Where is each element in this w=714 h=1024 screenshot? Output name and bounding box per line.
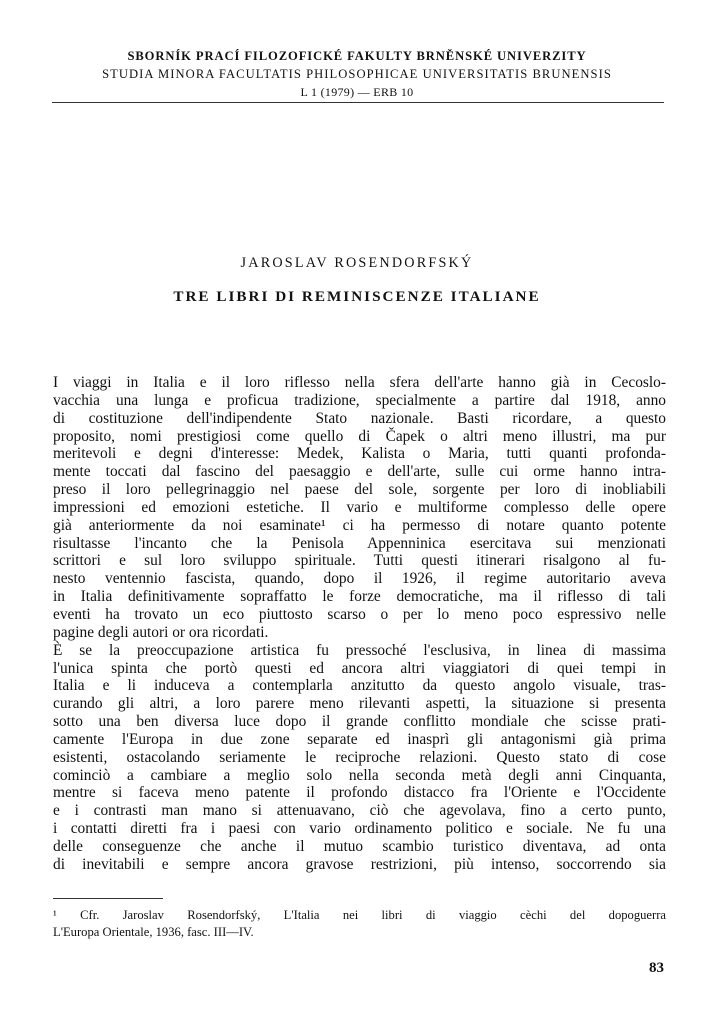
journal-title-latin: STUDIA MINORA FACULTATIS PHILOSOPHICAE UNIVERSITATIS BRUNENSIS <box>102 67 612 81</box>
body-line: mente toccati dal fascino del paesaggio e dell'arte, sulle cui orme hanno intra- <box>53 463 666 481</box>
article-title: TRE LIBRI DI REMINISCENZE ITALIANE <box>173 288 541 305</box>
journal-title-czech: SBORNÍK PRACÍ FILOZOFICKÉ FAKULTY BRNĚNSKÉ UNIVERZITY <box>127 49 587 63</box>
body-line: delle conseguenze che anche il mutuo scambio turistico diventava, ad onta <box>53 837 666 855</box>
journal-header <box>50 47 664 101</box>
body-line: È se la preoccupazione artistica fu pressoché l'esclusiva, in linea di massima <box>53 641 666 659</box>
body-line: i contatti diretti fra i paesi con vario ordinamento politico e sociale. Ne fu una <box>53 820 666 838</box>
body-line: I viaggi in Italia e il loro riflesso nella sfera dell'arte hanno già in Cecoslo- <box>53 374 666 391</box>
body-line: pagine degli autori or ora ricordati. <box>53 623 269 641</box>
body-line: di inevitabili e sempre ancora gravose restrizioni, più intenso, soccorrendo sia <box>53 855 666 873</box>
article-body <box>53 374 666 874</box>
body-line: camente l'Europa in due zone separate ed inasprì gli antagonismi già prima <box>53 730 666 748</box>
body-line: già anteriormente da noi esaminate¹ ci ha permesso di notare quanto potente <box>53 516 666 534</box>
body-line: sotto una ben diversa luce dopo il grande conflitto mondiale che scisse prati- <box>53 713 666 731</box>
page-number: 83 <box>649 960 664 976</box>
body-line: mentre si faceva meno patente il profondo distacco fra l'Oriente e l'Occidente <box>53 784 666 802</box>
body-line: nesto ventennio fascista, quando, dopo il 1926, il regime autoritario aveva <box>53 570 666 588</box>
body-line: meritevoli e degni d'interesse: Medek, Kalista o Maria, tutti quanti profonda- <box>53 445 666 463</box>
body-line: vacchia una lunga e proficua tradizione, specialmente a partire dal 1918, anno <box>53 391 666 409</box>
body-line: risultasse l'incanto che la Penisola Appenninica esercitava sui menzionati <box>53 534 666 552</box>
footnote-line: ¹ Cfr. Jaroslav Rosendorfský, L'Italia nei libri di viaggio cèchi del dopoguerra <box>53 908 666 922</box>
article-author: JAROSLAV ROSENDORFSKÝ <box>240 255 474 271</box>
body-line: l'unica spinta che portò questi ed ancora altri viaggiatori di quei tempi in <box>53 659 666 677</box>
body-line: scrittori e sul loro sviluppo spirituale. Tutti questi itinerari risalgono al fu- <box>53 552 666 570</box>
body-line: e i contrasti man mano si attenuavano, ciò che agevolava, fino a certo punto, <box>53 802 666 820</box>
body-line: preso il loro pellegrinaggio nel paese del sole, sorgente per loro di inobliabili <box>53 481 666 499</box>
footnote-line: L'Europa Orientale, 1936, fasc. III—IV. <box>53 924 254 939</box>
body-line: di costituzione dell'indipendente Stato nazionale. Basti ricordare, a questo <box>53 409 666 427</box>
body-line: proposito, nomi prestigiosi come quello di Čapek o altri meno illustri, ma pur <box>53 427 666 445</box>
body-line: in Italia definitivamente sopraffatto le forze democratiche, ma il riflesso di tali <box>53 588 666 606</box>
body-line: impressioni ed emozioni estetiche. Il vario e multiforme complesso delle opere <box>53 498 666 516</box>
body-line: eventi ha trovato un eco piuttosto scarso o per lo meno poco espressivo nelle <box>53 605 666 623</box>
body-line: Italia e li induceva a contemplarla anzitutto da questo angolo visuale, tras- <box>53 677 666 695</box>
body-line: cominciò a cambiare a meglio solo nella seconda metà degli anni Cinquanta, <box>53 766 666 784</box>
header-divider <box>52 102 664 103</box>
body-line: esistenti, ostacolando seriamente le reciproche relazioni. Questo stato di cose <box>53 748 666 766</box>
body-line: curando gli altri, a loro parere meno rilevanti aspetti, la situazione si presenta <box>53 695 666 713</box>
journal-volume: L 1 (1979) — ERB 10 <box>300 85 414 99</box>
footnote-divider <box>53 898 163 899</box>
footnote <box>53 907 666 940</box>
